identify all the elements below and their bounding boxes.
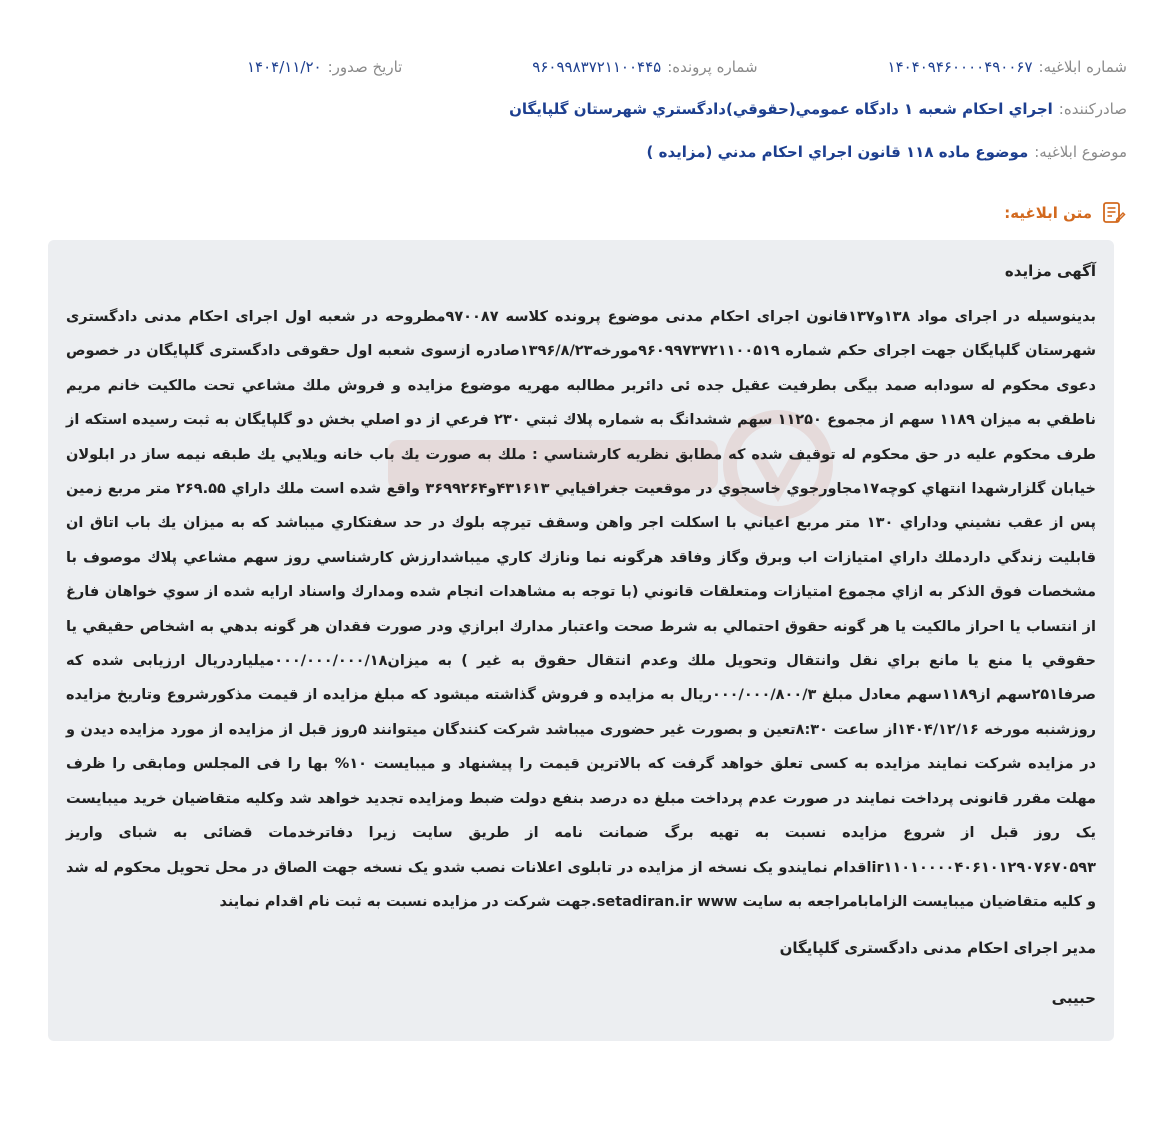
notice-text-heading-label: متن ابلاغیه: [1004,204,1092,222]
notice-title: آگهی مزایده [1004,262,1096,280]
notice-content-box [48,240,1114,1041]
issuer-value: اجراي احكام شعبه ۱ دادگاه عمومي(حقوقي)دادگستري شهرستان گلپايگان [509,100,1053,118]
subject-value: موضوع ماده ۱۱۸ قانون اجراي احكام مدني (مزايده ) [646,143,1029,161]
issue-date-label: تاریخ صدور: [327,58,403,76]
notice-number [888,58,1127,76]
notice-text-heading [1004,200,1126,226]
case-number-label: شماره پرونده: [667,58,758,76]
issuer-label: صادرکننده: [1058,100,1127,118]
notice-signer-name: حبیبی [1051,989,1096,1008]
notice-number-label: شماره ابلاغیه: [1038,58,1127,76]
notice-number-value: ۱۴۰۴۰۹۴۶۰۰۰۰۴۹۰۰۶۷ [887,58,1033,76]
subject-label: موضوع ابلاغیه: [1034,143,1127,161]
notice-body: بدینوسیله در اجرای مواد ۱۳۸و۱۳۷قانون اجرای احکام مدنی موضوع پرونده کلاسه ۹۷۰۰۸۷مطروحه در شعبه اول اجرای احکام مدنی دادگستری شهرستان گلپایگان جهت اجرای حکم شماره ۹۶۰۹۹۷۳۷۲۱۱۰۰۵۱۹مورخه۱۳۹۶/۸/۲۳صادره ازسوی شعبه اول حقوقی دادگستری گلپایگان در خصوص دعوی محکوم له سودابه صمد بیگی بطرفیت عقیل جده ئی دائربر مطالبه مهریه موضوع مزایده و فروش ملك مشاعي تحت مالكيت خانم مريم ناطقي به ميزان ۱۱۸۹ سهم از مجموع ۱۱۲۵۰ سهم ششدانگ به شماره پلاك ثبتي ۲۳۰ فرعي از دو اصلي بخش دو گلپايگان به ثبت رسيده استكه از طرف محكوم عليه در حق محكوم له توقيف شده كه مطابق نظريه كارشناسي : ملك به صورت يك باب خانه ويلايي يك طبقه نيمه ساز در ابلولان خيابان گلزارشهدا انتهاي كوچه۱۷مجاورجوي خاسجوي در موقعيت جغرافيايي ۴۳۱۶۱۳و۳۶۹۹۲۶۴ واقع شده است ملك داراي ۲۶۹.۵۵ متر مربع زمين پس از عقب نشيني وداراي ۱۳۰ متر مربع اعياني با اسكلت اجر واهن وسقف تيرچه بلوك در حد سفتكاري ميباشد كه به ميزان يك باب اتاق ان قابليت زندگي داردملك داراي امتيازات اب وبرق وگاز وفاقد هرگونه نما ونازك كاري ميباشدارزش كارشناسي روز سهم مشاعي پلاك موصوف با مشخصات فوق الذكر به ازاي مجموع امتيازات ومتعلقات قانوني (با توجه به مشاهدات انجام شده ومدارك واسناد ارايه شده از سوي خواهان فارغ از انتساب يا احراز مالكيت يا هر گونه حقوق احتمالي به شرط صحت واعتبار مدارك ابرازي ودر صورت فقدان هر گونه بدهي به اشخاص حقيقي يا حقوقي يا منع يا مانع براي نقل وانتقال وتحويل ملك وعدم انتقال حقوق به غير ) به ميزان۰۰۰/۰۰۰/۰۰۰/۱۸ميلياردريال ارزيابی شده که صرفا۲۵۱سهم از۱۱۸۹سهم معادل مبلغ ۰۰۰/۰۰۰/۸۰۰/۳ریال به مزایده و فروش گذاشته میشود که مبلغ مزایده از قیمت مذکورشروع وتاریخ مزایده روزشنبه مورخه ۱۴۰۴/۱۲/۱۶از ساعت ۸:۳۰تعین و بصورت غیر حضوری میباشد شرکت کنندگان میتوانند ۵روز قبل از مزایده از مورد مزایده دیدن و در مزایده شرکت نمایند مزایده به کسی تعلق خواهد گرفت که بالاترین قیمت را پیشنهاد و میبایست ۱۰% بها را فی المجلس ومابقی را ظرف مهلت مقرر قانونی پرداخت نمایند در صورت عدم پرداخت مبلغ ده درصد بنفع دولت ضبط ومزایده تجدید خواهد شد وکلیه متقاضیان خرید میبایست یک روز قبل از شروع مزایده نسبت به تهیه برگ ضمانت نامه از طریق سایت زیرا دفاترخدمات قضائی به شبای واریز ir۱۱۰۱۰۰۰۰۴۰۶۱۰۱۲۹۰۷۶۷۰۵۹۳اقدام نمایندو یک نسخه از مزایده در تابلوی اعلانات نصب شدو یک نسخه جهت الصاق در محل تحویل محکوم له شد و کلیه متقاضیان میبایست الزامابامراجعه به سایت setadiran.ir www.جهت شرکت در مزایده نسبت به ثبت نام اقدام نمایند [66,309,1097,910]
document-icon [1100,200,1126,226]
issuer-row [47,100,1127,118]
case-number-value: ۹۶۰۹۹۸۳۷۲۱۱۰۰۴۴۵ [532,58,662,76]
notice-signature: مدیر اجرای احکام مدنی دادگستری گلپایگان [779,939,1096,958]
subject-row [47,143,1127,161]
notice-meta-row [247,58,1127,76]
issue-date-value: ۱۴۰۴/۱۱/۲۰ [247,58,322,76]
issue-date [247,58,402,76]
case-number [532,58,757,76]
